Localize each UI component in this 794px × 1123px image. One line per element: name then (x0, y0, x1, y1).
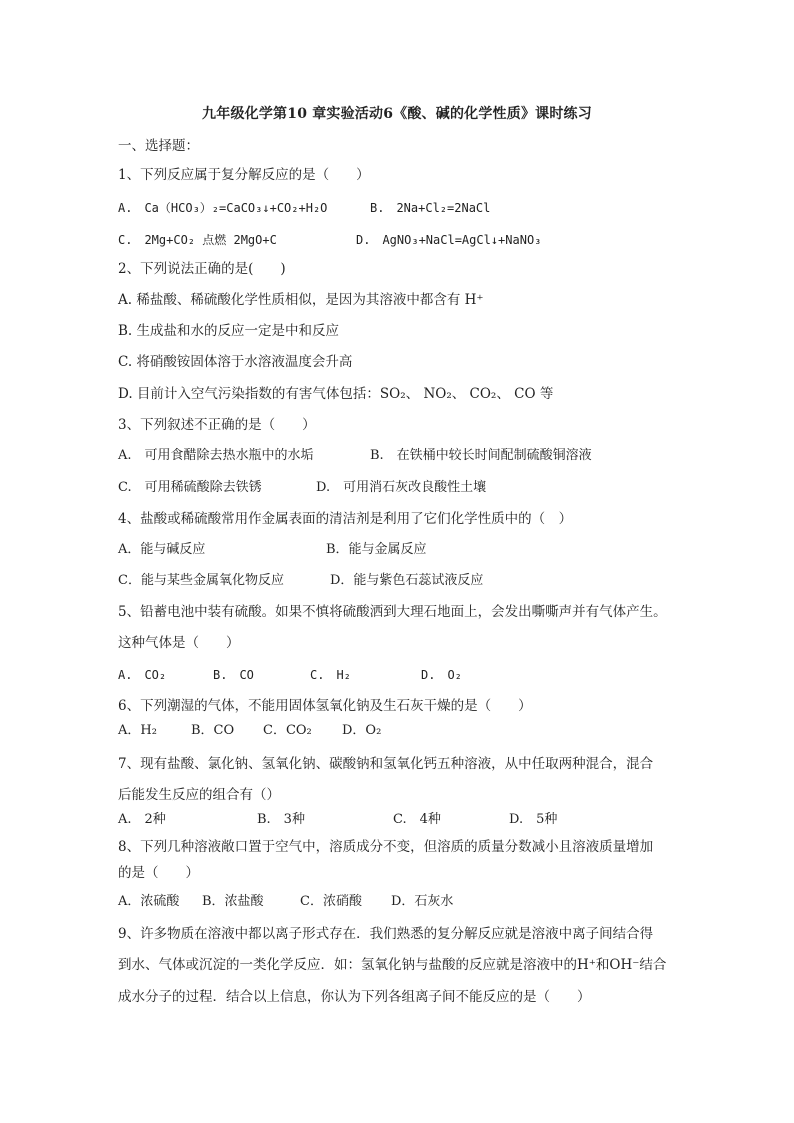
question-2-option-b: B. 生成盐和水的反应一定是中和反应 (118, 323, 340, 339)
question-7-option-c: C. 4种 (393, 812, 441, 827)
question-4-option-d: D．能与紫色石蕊试液反应 (330, 573, 484, 588)
question-8-stem-line-1: 8、下列几种溶液敞口置于空气中，溶质成分不变，但溶质的质量分数减小且溶液质量增加 (118, 839, 654, 855)
question-4-stem: 4、盐酸或稀硫酸常用作金属表面的清洁剂是利用了它们化学性质中的（ ） (118, 511, 573, 527)
question-1-option-c: C. 2Mg+CO₂ 点燃 2MgO+C (118, 233, 277, 247)
question-1-option-a: A. Ca（HCO₃）₂=CaCO₃↓+CO₂+H₂O (118, 201, 328, 215)
question-5-option-d: D. O₂ (421, 668, 462, 682)
question-8-stem-line-2: 的是（ ） (118, 865, 199, 881)
question-7-option-a: A. 2种 (118, 812, 166, 827)
question-2-option-a: A. 稀盐酸、稀硫酸化学性质相似，是因为其溶液中都含有 H⁺ (118, 292, 484, 308)
question-5-option-a: A. CO₂ (118, 668, 167, 682)
question-8-option-b: B．浓盐酸 (202, 894, 264, 909)
question-4-option-c: C．能与某些金属氧化物反应 (118, 573, 284, 588)
question-6-option-b: B．CO (191, 723, 235, 738)
question-1-option-d: D. AgNO₃+NaCl=AgCl↓+NaNO₃ (356, 233, 542, 247)
question-6-option-d: D．O₂ (342, 723, 382, 738)
question-6-option-a: A．H₂ (118, 723, 157, 738)
question-6-option-c: C．CO₂ (263, 723, 312, 738)
question-9-stem-line-1: 9、许多物质在溶液中都以离子形式存在．我们熟悉的复分解反应就是溶液中离子间结合得 (118, 926, 654, 942)
question-6-stem: 6、下列潮湿的气体，不能用固体氢氧化钠及生石灰干燥的是（ ） (118, 698, 532, 714)
question-5-option-c: C. H₂ (310, 668, 351, 682)
question-5-stem-line-1: 5、铅蓄电池中装有硫酸。如果不慎将硫酸洒到大理石地面上，会发出嘶嘶声并有气体产生。 (118, 604, 667, 620)
question-8-option-d: D．石灰水 (391, 894, 454, 909)
question-5-stem-line-2: 这种气体是（ ） (118, 635, 240, 651)
page-title: 九年级化学第10 章实验活动6《酸、碱的化学性质》课时练习 (202, 106, 592, 122)
question-3-option-c: C. 可用稀硫酸除去铁锈 (118, 480, 262, 495)
question-3-option-d: D. 可用消石灰改良酸性土壤 (316, 480, 487, 495)
question-1-stem: 1、下列反应属于复分解反应的是（ ） (118, 167, 370, 183)
question-2-option-c: C. 将硝酸铵固体溶于水溶液温度会升高 (118, 354, 353, 370)
question-9-stem-line-3: 成水分子的过程．结合以上信息，你认为下列各组离子间不能反应的是（ ） (118, 989, 591, 1005)
question-8-option-c: C．浓硝酸 (300, 894, 362, 909)
section-heading: 一、选择题： (118, 138, 199, 154)
question-7-option-d: D. 5种 (509, 812, 558, 827)
question-3-stem: 3、下列叙述不正确的是（ ） (118, 417, 316, 433)
question-1-option-b: B. 2Na+Cl₂=2NaCl (370, 201, 491, 215)
question-4-option-a: A．能与碱反应 (118, 542, 206, 557)
question-4-option-b: B．能与金属反应 (326, 542, 427, 557)
question-3-option-a: A. 可用食醋除去热水瓶中的水垢 (118, 448, 314, 463)
question-7-option-b: B. 3种 (257, 812, 305, 827)
question-2-stem: 2、下列说法正确的是( ) (118, 261, 286, 277)
question-7-stem-line-2: 后能发生反应的组合有（） (118, 787, 280, 803)
question-2-option-d: D. 目前计入空气污染指数的有害气体包括：SO₂、 NO₂、 CO₂、 CO 等 (118, 386, 554, 402)
question-5-option-b: B. CO (213, 668, 254, 682)
question-3-option-b: B. 在铁桶中较长时间配制硫酸铜溶液 (370, 448, 592, 463)
question-7-stem-line-1: 7、现有盐酸、氯化钠、氢氧化钠、碳酸钠和氢氧化钙五种溶液，从中任取两种混合，混合 (118, 756, 654, 772)
question-9-stem-line-2: 到水、气体或沉淀的一类化学反应．如：氢氧化钠与盐酸的反应就是溶液中的H⁺和OH⁻结合 (118, 957, 667, 973)
question-8-option-a: A．浓硫酸 (118, 894, 180, 909)
